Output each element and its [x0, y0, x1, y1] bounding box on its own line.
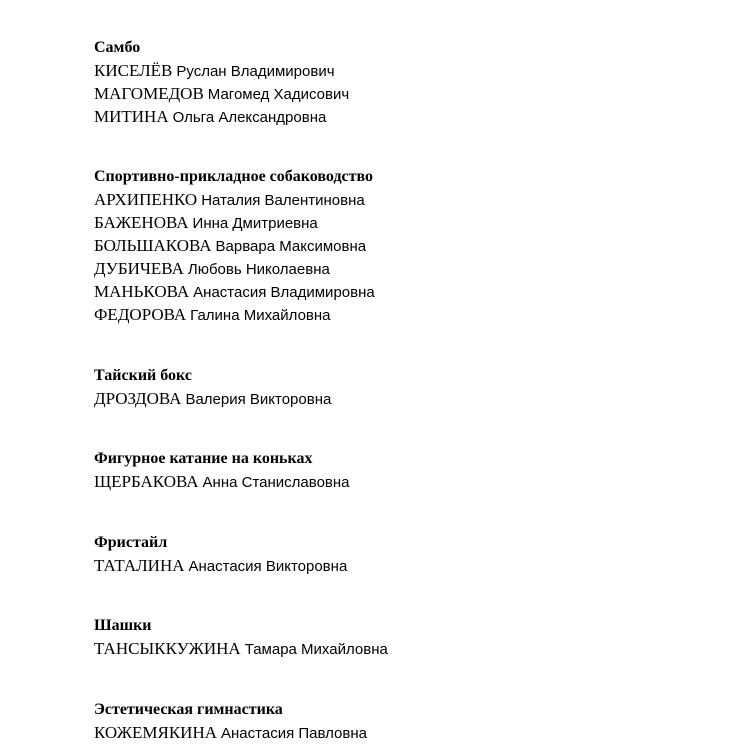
- person-surname: МИТИНА: [94, 107, 169, 126]
- person-given-names: Галина Михайловна: [190, 307, 331, 324]
- person-entry: [94, 280, 714, 303]
- person-entry: [94, 82, 714, 105]
- person-given-names: Инна Дмитриевна: [192, 215, 318, 232]
- person-given-names: Анастасия Владимировна: [193, 284, 375, 301]
- person-given-names: Варвара Максимовна: [215, 238, 367, 255]
- section-title: Фристайл: [94, 534, 168, 551]
- person-surname: КОЖЕМЯКИНА: [94, 723, 218, 742]
- person-surname: ДРОЗДОВА: [94, 389, 182, 408]
- person-given-names: Наталия Валентиновна: [201, 192, 365, 209]
- person-entry: [94, 721, 714, 744]
- person-given-names: Руслан Владимирович: [176, 63, 335, 80]
- person-surname: ЩЕРБАКОВА: [94, 472, 199, 491]
- section-title: Шашки: [94, 617, 152, 634]
- section-title: Фигурное катание на коньках: [94, 450, 313, 467]
- person-surname: АРХИПЕНКО: [94, 190, 198, 209]
- person-given-names: Анастасия Павловна: [221, 725, 367, 742]
- section-dog-sport: [94, 165, 714, 326]
- person-surname: ТАТАЛИНА: [94, 556, 185, 575]
- section-sambo: [94, 36, 714, 128]
- person-surname: МАГОМЕДОВ: [94, 84, 204, 103]
- person-surname: ТАНСЫККУЖИНА: [94, 639, 241, 658]
- person-surname: КИСЕЛЁВ: [94, 61, 173, 80]
- section-title: Самбо: [94, 39, 141, 56]
- person-given-names: Тамара Михайловна: [244, 641, 388, 658]
- person-entry: [94, 59, 714, 82]
- person-entry: [94, 234, 714, 257]
- person-surname: ДУБИЧЕВА: [94, 259, 184, 278]
- person-entry: [94, 637, 714, 660]
- person-entry: [94, 211, 714, 234]
- person-entry: [94, 105, 714, 128]
- person-given-names: Ольга Александровна: [172, 109, 327, 126]
- person-surname: ФЕДОРОВА: [94, 305, 187, 324]
- section-title: Эстетическая гимнастика: [94, 701, 283, 718]
- section-aesthetic-gymnastics: [94, 698, 714, 744]
- person-entry: [94, 387, 714, 410]
- person-surname: БАЖЕНОВА: [94, 213, 189, 232]
- person-entry: [94, 554, 714, 577]
- person-entry: [94, 257, 714, 280]
- section-thai-boxing: [94, 364, 714, 410]
- section-title: Тайский бокс: [94, 367, 192, 384]
- person-surname: МАНЬКОВА: [94, 282, 190, 301]
- person-surname: БОЛЬШАКОВА: [94, 236, 212, 255]
- person-entry: [94, 188, 714, 211]
- person-given-names: Любовь Николаевна: [187, 261, 330, 278]
- person-given-names: Магомед Хадисович: [207, 86, 350, 103]
- person-given-names: Анастасия Викторовна: [188, 558, 348, 575]
- person-entry: [94, 303, 714, 326]
- person-given-names: Валерия Викторовна: [185, 391, 332, 408]
- person-entry: [94, 470, 714, 493]
- section-freestyle: [94, 531, 714, 577]
- section-title: Спортивно-прикладное собаководство: [94, 168, 374, 185]
- section-checkers: [94, 614, 714, 660]
- section-figure-skating: [94, 447, 714, 493]
- person-given-names: Анна Станиславовна: [202, 474, 350, 491]
